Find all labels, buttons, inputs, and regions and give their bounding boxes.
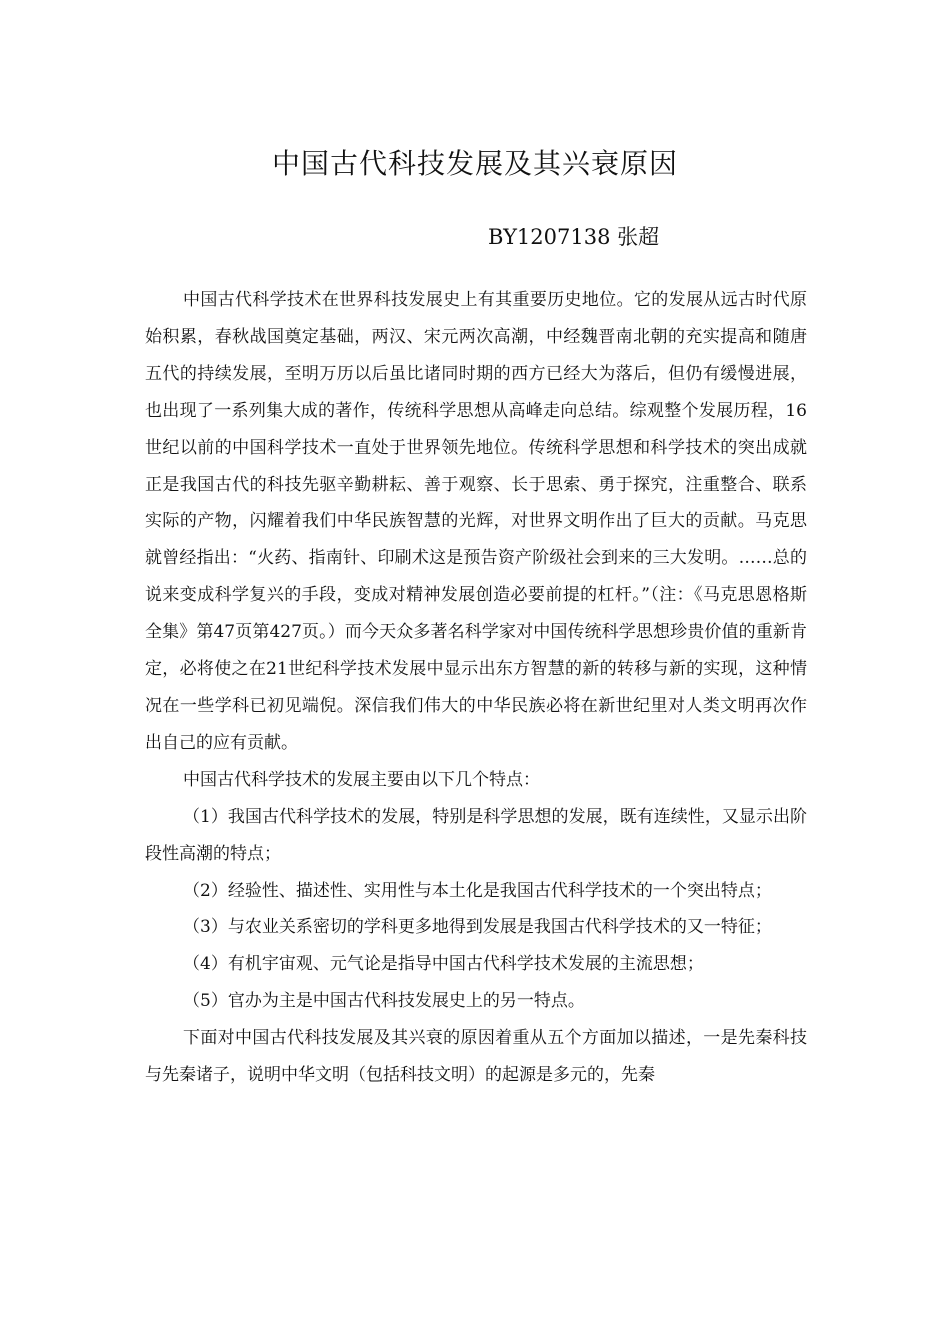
feature-item-5: （5）官办为主是中国古代科技发展史上的另一特点。 bbox=[183, 991, 585, 1012]
author-line: BY1207138 张超 bbox=[488, 225, 660, 249]
document-body bbox=[145, 282, 807, 1094]
paragraph-features-heading: 中国古代科学技术的发展主要由以下几个特点： bbox=[183, 769, 540, 790]
feature-item-4: （4）有机宇宙观、元气论是指导中国古代科学技术发展的主流思想； bbox=[183, 954, 704, 975]
document-title: 中国古代科技发展及其兴衰原因 bbox=[271, 147, 678, 180]
feature-item-1: （1）我国古代科学技术的发展，特别是科学思想的发展，既有连续性，又显示出阶段性高潮的特点； bbox=[145, 806, 807, 864]
paragraph-intro: 中国古代科学技术在世界科技发展史上有其重要历史地位。它的发展从远古时代原始积累，春秋战国奠定基础，两汉、宋元两次高潮，中经魏晋南北朝的充实提高和随唐五代的持续发展，至明万历以后虽比诸同时期的西方已经大为落后，但仍有缓慢进展，也出现了一系列集大成的著作，传统科学思想从高峰走向总结。综观整个发展历程，16世纪以前的中国科学技术一直处于世界领先地位。传统科学思想和科学技术的突出成就正是我国古代的科技先驱辛勤耕耘、善于观察、长于思索、勇于探究，注重整合、联系实际的产物，闪耀着我们中华民族智慧的光辉，对世界文明作出了巨大的贡献。马克思就曾经指出：“火药、指南针、印刷术这是预告资产阶级社会到来的三大发明。……总的说来变成科学复兴的手段，变成对精神发展创造必要前提的杠杆。”（注：《马克思恩格斯全集》第47页第427页。）而今天众多著名科学家对中国传统科学思想珍贵价值的重新肯定，必将使之在21世纪科学技术发展中显示出东方智慧的新的转移与新的实现，这种情况在一些学科已初见端倪。深信我们伟大的中华民族必将在新世纪里对人类文明再次作出自己的应有贡献。 bbox=[145, 290, 807, 753]
feature-item-3: （3）与农业关系密切的学科更多地得到发展是我国古代科学技术的又一特征； bbox=[183, 917, 772, 938]
paragraph-outline: 下面对中国古代科技发展及其兴衰的原因着重从五个方面加以描述，一是先秦科技与先秦诸子，说明中华文明（包括科技文明）的起源是多元的，先秦 bbox=[145, 1028, 807, 1086]
feature-item-2: （2）经验性、描述性、实用性与本土化是我国古代科学技术的一个突出特点； bbox=[183, 880, 772, 901]
